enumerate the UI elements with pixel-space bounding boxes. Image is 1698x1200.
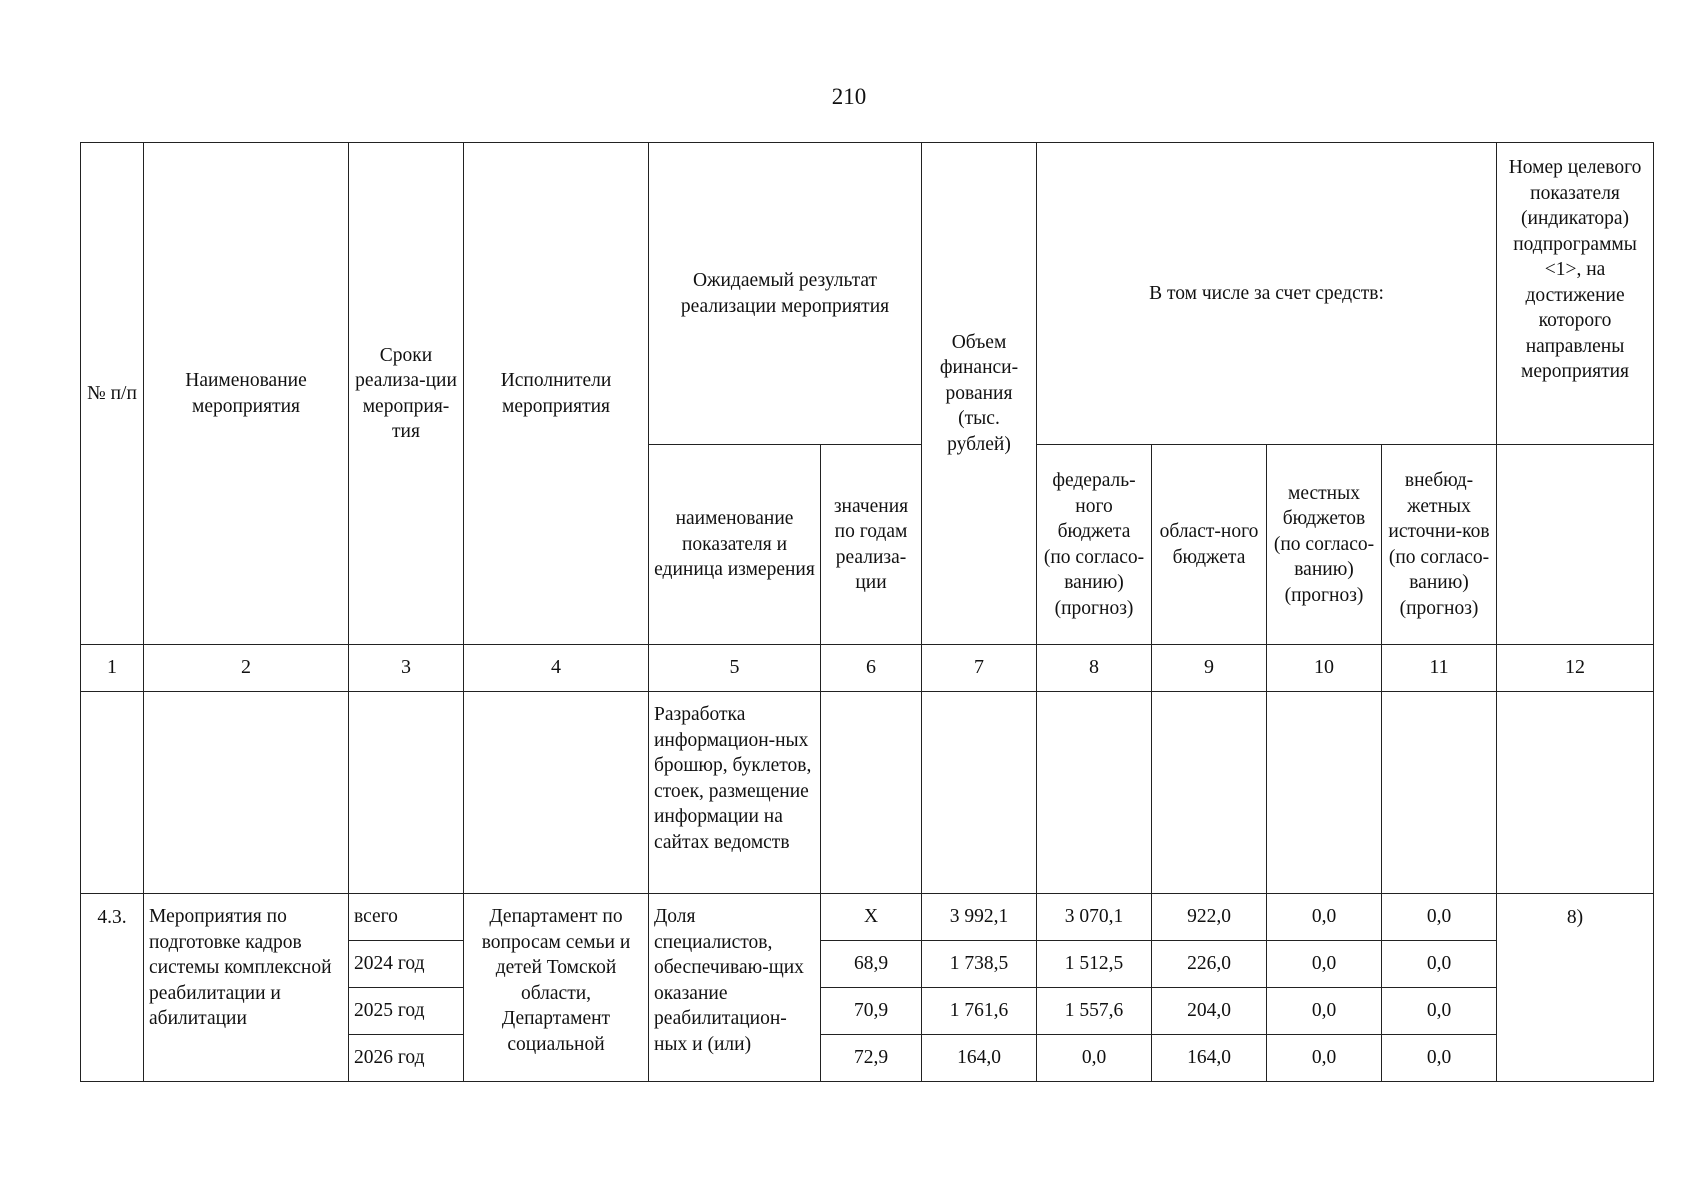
regional-cell: 922,0	[1152, 894, 1267, 941]
item-target-number: 8)	[1497, 894, 1654, 1082]
column-number: 5	[649, 645, 821, 692]
column-number: 10	[1267, 645, 1382, 692]
federal-cell: 0,0	[1037, 1035, 1152, 1082]
total-cell: 164,0	[922, 1035, 1037, 1082]
header-number: № п/п	[81, 143, 144, 645]
federal-cell: 1 512,5	[1037, 941, 1152, 988]
page-number: 210	[831, 84, 867, 109]
regional-cell: 204,0	[1152, 988, 1267, 1035]
local-cell: 0,0	[1267, 894, 1382, 941]
local-cell: 0,0	[1267, 988, 1382, 1035]
column-number: 2	[144, 645, 349, 692]
column-number: 8	[1037, 645, 1152, 692]
local-cell: 0,0	[1267, 941, 1382, 988]
header-executors: Исполнители мероприятия	[464, 143, 649, 645]
period-cell: 2026 год	[349, 1035, 464, 1082]
column-number: 4	[464, 645, 649, 692]
header-measure-name: Наименование мероприятия	[144, 143, 349, 645]
column-number: 7	[922, 645, 1037, 692]
program-measures-table	[80, 142, 1654, 1082]
regional-cell: 226,0	[1152, 941, 1267, 988]
header-target-indicator-cont	[1497, 445, 1654, 645]
item-indicator: Доля специалистов, обеспечиваю-щих оказание реабилитацион-ных и (или)	[649, 894, 821, 1082]
column-number: 9	[1152, 645, 1267, 692]
period-cell: всего	[349, 894, 464, 941]
continuation-indicator-text: Разработка информацион-ных брошюр, буклетов, стоек, размещение информации на сайтах ведомств	[649, 692, 821, 894]
period-cell: 2024 год	[349, 941, 464, 988]
header-funding-sources: В том числе за счет средств:	[1037, 143, 1497, 445]
header-extrabudgetary: внебюд-жетных источни-ков (по согласо-ванию) (прогноз)	[1382, 445, 1497, 645]
column-number: 6	[821, 645, 922, 692]
column-numbers-row	[81, 645, 1654, 692]
federal-cell: 3 070,1	[1037, 894, 1152, 941]
column-number: 12	[1497, 645, 1654, 692]
item-number: 4.3.	[81, 894, 144, 1082]
federal-cell: 1 557,6	[1037, 988, 1152, 1035]
value-cell: Х	[821, 894, 922, 941]
period-cell: 2025 год	[349, 988, 464, 1035]
column-number: 1	[81, 645, 144, 692]
value-cell: 68,9	[821, 941, 922, 988]
table-row	[81, 894, 1654, 941]
extra-cell: 0,0	[1382, 988, 1497, 1035]
header-federal-budget: федераль-ного бюджета (по согласо-ванию) (прогноз)	[1037, 445, 1152, 645]
header-regional-budget: област-ного бюджета	[1152, 445, 1267, 645]
local-cell: 0,0	[1267, 1035, 1382, 1082]
total-cell: 1 761,6	[922, 988, 1037, 1035]
continuation-row	[81, 692, 1654, 894]
header-indicator-name: наименование показателя и единица измерения	[649, 445, 821, 645]
header-deadlines: Сроки реализа-ции мероприя-тия	[349, 143, 464, 645]
header-funding-volume: Объем финанси-рования (тыс. рублей)	[922, 143, 1037, 645]
extra-cell: 0,0	[1382, 1035, 1497, 1082]
header-expected-result: Ожидаемый результат реализации мероприятия	[649, 143, 922, 445]
extra-cell: 0,0	[1382, 894, 1497, 941]
column-number: 11	[1382, 645, 1497, 692]
total-cell: 1 738,5	[922, 941, 1037, 988]
header-values-by-year: значения по годам реализа-ции	[821, 445, 922, 645]
column-number: 3	[349, 645, 464, 692]
item-executors: Департамент по вопросам семьи и детей Томской области, Департамент социальной	[464, 894, 649, 1082]
header-target-indicator: Номер целевого показателя (индикатора) подпрограммы <1>, на достижение которого направлены мероприятия	[1497, 143, 1654, 445]
total-cell: 3 992,1	[922, 894, 1037, 941]
header-local-budgets: местных бюджетов (по согласо-ванию) (прогноз)	[1267, 445, 1382, 645]
value-cell: 72,9	[821, 1035, 922, 1082]
value-cell: 70,9	[821, 988, 922, 1035]
item-name: Мероприятия по подготовке кадров системы комплексной реабилитации и абилитации	[144, 894, 349, 1082]
regional-cell: 164,0	[1152, 1035, 1267, 1082]
extra-cell: 0,0	[1382, 941, 1497, 988]
